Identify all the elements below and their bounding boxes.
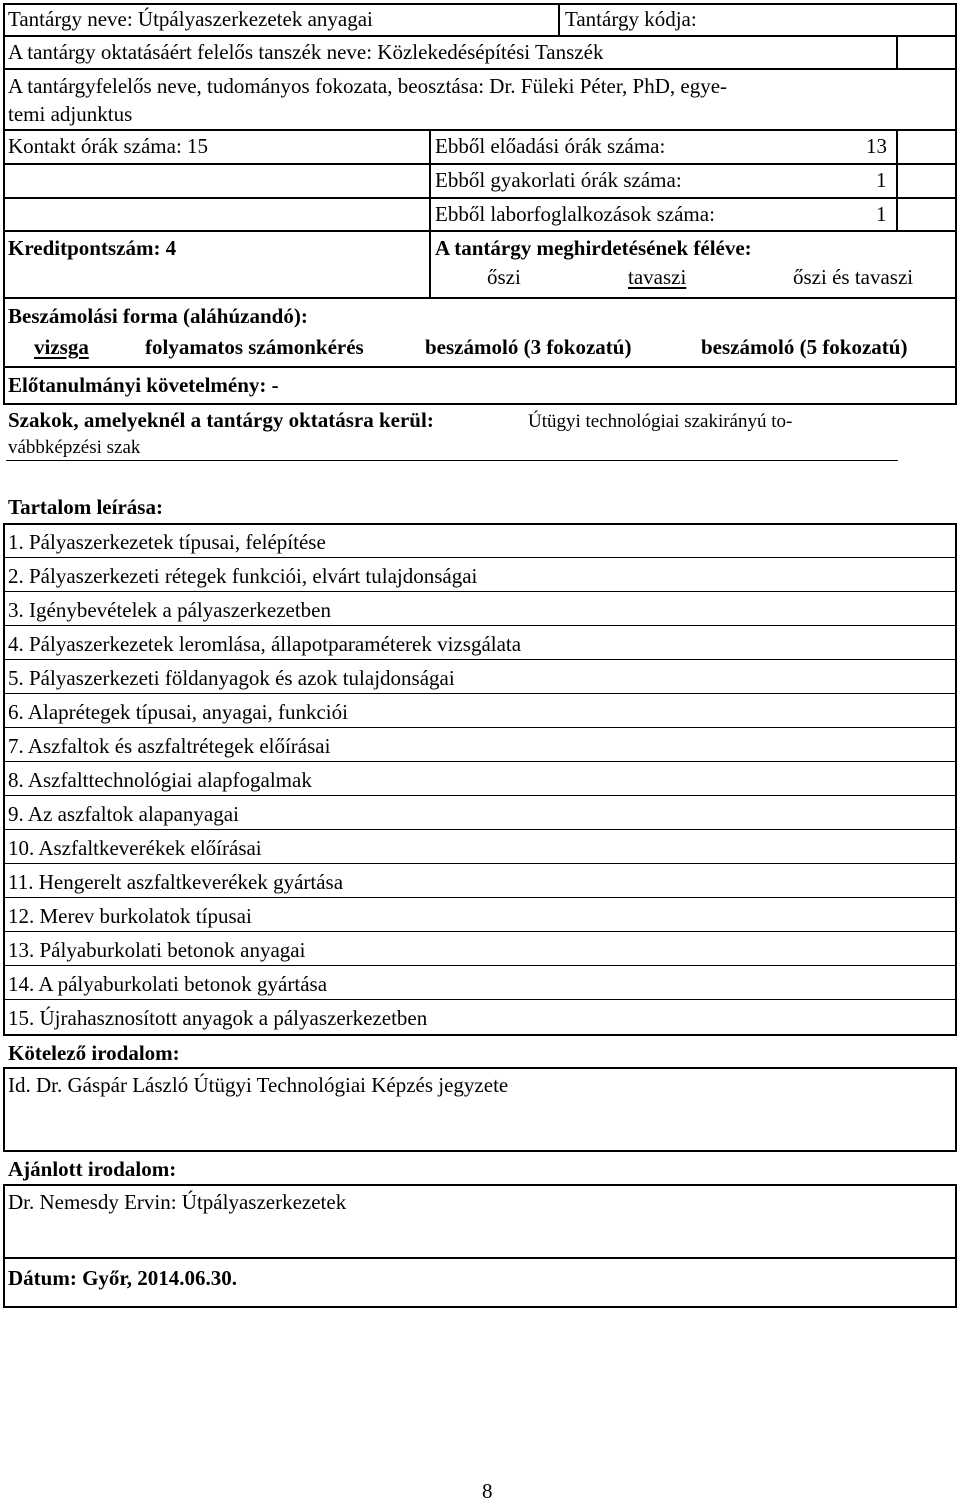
row-divider (3, 35, 957, 37)
responsible-line-1: A tantárgyfelelős neve, tudományos fokozata, beosztása: Dr. Füleki Péter, PhD, egye- (8, 74, 728, 98)
practice-hours-label: Ebből gyakorlati órák száma: (435, 168, 682, 192)
row-divider (3, 557, 957, 558)
content-item: 1. Pályaszerkezetek típusai, felépítése (8, 530, 326, 554)
lab-hours-value: 1 (876, 202, 887, 226)
programs-underline (6, 460, 898, 461)
cell-divider (429, 129, 431, 232)
content-item: 8. Aszfalttechnológiai alapfogalmak (8, 768, 312, 792)
row-divider (3, 727, 957, 728)
content-item: 11. Hengerelt aszfaltkeverékek gyártása (8, 870, 344, 894)
cell-divider (896, 35, 898, 69)
subject-name: Tantárgy neve: Útpályaszerkezetek anyagai (8, 7, 373, 31)
programs-value-line-1: Útügyi technológiai szakirányú to- (528, 411, 793, 432)
row-divider (3, 659, 957, 660)
content-title: Tartalom leírása: (8, 495, 163, 519)
row-divider (3, 591, 957, 592)
content-item: 13. Pályaburkolati betonok anyagai (8, 938, 306, 962)
assessment-option-exam: vizsga (34, 335, 89, 359)
content-item: 5. Pályaszerkezeti földanyagok és azok tulajdonságai (8, 666, 455, 690)
content-item: 4. Pályaszerkezetek leromlása, állapotparaméterek vizsgálata (8, 632, 522, 656)
row-divider (3, 625, 957, 626)
recommended-literature-value: Dr. Nemesdy Ervin: Útpályaszerkezetek (8, 1190, 347, 1214)
row-divider (3, 795, 957, 796)
lecture-hours-value: 13 (866, 134, 887, 158)
recommended-literature-title: Ajánlott irodalom: (8, 1157, 177, 1181)
lecture-hours-label: Ebből előadási órák száma: (435, 134, 666, 158)
contact-hours: Kontakt órák száma: 15 (8, 134, 209, 158)
row-divider (3, 863, 957, 864)
content-item: 10. Aszfaltkeverékek előírásai (8, 836, 262, 860)
department-line: A tantárgy oktatásáért felelős tanszék neve: Közlekedésépítési Tanszék (8, 40, 604, 64)
programs-label: Szakok, amelyeknél a tantárgy oktatásra kerül: (8, 408, 434, 432)
semester-label: A tantárgy meghirdetésének féléve: (435, 236, 752, 260)
row-divider (3, 897, 957, 898)
row-divider (3, 965, 957, 966)
row-divider (3, 163, 957, 165)
row-divider (3, 68, 957, 70)
required-literature-value: Id. Dr. Gáspár László Útügyi Technológiai Képzés jegyzete (8, 1073, 509, 1097)
date: Dátum: Győr, 2014.06.30. (8, 1266, 238, 1290)
content-item: 2. Pályaszerkezeti rétegek funkciói, elvárt tulajdonságai (8, 564, 478, 588)
programs-value-line-2: vábbképzési szak (8, 437, 141, 458)
row-divider (3, 931, 957, 932)
cell-divider (558, 3, 560, 36)
content-item: 12. Merev burkolatok típusai (8, 904, 252, 928)
required-literature-title: Kötelező irodalom: (8, 1041, 180, 1065)
practice-hours-value: 1 (876, 168, 887, 192)
lab-hours-label: Ebből laborfoglalkozások száma: (435, 202, 715, 226)
content-item: 7. Aszfaltok és aszfaltrétegek előírásai (8, 734, 331, 758)
responsible-line-2: temi adjunktus (8, 102, 133, 126)
cell-divider (429, 230, 431, 299)
prerequisite: Előtanulmányi követelmény: - (8, 373, 279, 397)
content-item: 6. Alaprétegek típusai, anyagai, funkciói (8, 700, 348, 724)
row-divider (3, 999, 957, 1000)
subject-code-label: Tantárgy kódja: (565, 7, 697, 31)
content-item: 9. Az aszfaltok alapanyagai (8, 802, 239, 826)
assessment-option-3-grade: beszámoló (3 fokozatú) (425, 335, 632, 359)
row-divider (3, 829, 957, 830)
semester-option-autumn: őszi (487, 265, 521, 289)
row-divider (3, 197, 957, 199)
assessment-option-continuous: folyamatos számonkérés (145, 335, 364, 359)
content-item: 15. Újrahasznosított anyagok a pályaszerkezetben (8, 1006, 428, 1030)
row-divider (3, 693, 957, 694)
cell-divider (896, 129, 898, 232)
content-item: 3. Igénybevételek a pályaszerkezetben (8, 598, 331, 622)
row-divider (3, 761, 957, 762)
page-number: 8 (482, 1479, 493, 1503)
assessment-label: Beszámolási forma (aláhúzandó): (8, 304, 308, 328)
assessment-option-5-grade: beszámoló (5 fokozatú) (701, 335, 908, 359)
content-item: 14. A pályaburkolati betonok gyártása (8, 972, 328, 996)
semester-option-spring: tavaszi (628, 265, 687, 289)
semester-option-both: őszi és tavaszi (793, 265, 914, 289)
credit-points: Kreditpontszám: 4 (8, 236, 177, 260)
row-divider (3, 1257, 957, 1259)
